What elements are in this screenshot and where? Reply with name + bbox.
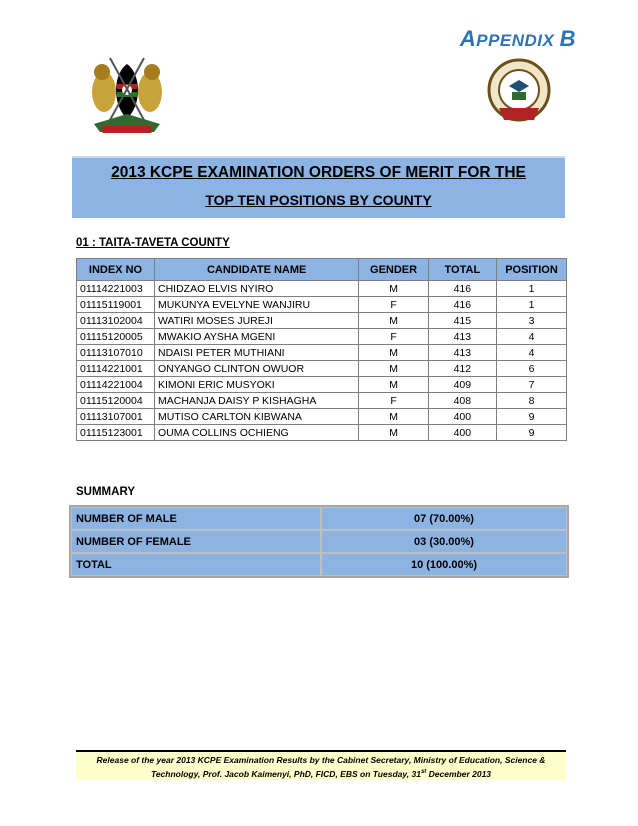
merit-results-table [76,258,567,441]
header-position: POSITION [496,259,566,281]
cell-position: 4 [496,329,566,345]
report-title-line2: TOP TEN POSITIONS BY COUNTY [205,192,432,208]
table-row [77,313,567,329]
ministry-of-education-seal-icon [482,56,556,128]
cell-position: 8 [496,393,566,409]
cell-index-no: 01114221001 [77,361,155,377]
appendix-word: PPENDIX [476,31,555,50]
table-row [77,377,567,393]
cell-candidate-name: CHIDZAO ELVIS NYIRO [155,281,359,297]
cell-candidate-name: WATIRI MOSES JUREJI [155,313,359,329]
summary-row [71,530,567,553]
header-total: TOTAL [428,259,496,281]
cell-index-no: 01113107010 [77,345,155,361]
cell-gender: F [359,329,428,345]
cell-total: 416 [428,281,496,297]
table-row [77,329,567,345]
footer-line2-date: December 2013 [426,768,492,779]
report-title-banner [72,156,565,218]
header-index-no: INDEX NO [77,259,155,281]
cell-index-no: 01113107001 [77,409,155,425]
cell-gender: F [359,393,428,409]
appendix-label [460,26,576,52]
cell-total: 409 [428,377,496,393]
cell-candidate-name: NDAISI PETER MUTHIANI [155,345,359,361]
cell-candidate-name: ONYANGO CLINTON OWUOR [155,361,359,377]
table-header-row [77,259,567,281]
footer-line2-text: Technology, Prof. Jacob Kaimenyi, PhD, FICD, EBS on Tuesday, 31 [150,768,421,779]
cell-gender: M [359,313,428,329]
table-row [77,361,567,377]
cell-gender: F [359,297,428,313]
cell-index-no: 01115120005 [77,329,155,345]
header-candidate-name: CANDIDATE NAME [155,259,359,281]
cell-gender: M [359,425,428,441]
cell-candidate-name: MUTISO CARLTON KIBWANA [155,409,359,425]
cell-position: 1 [496,297,566,313]
cell-total: 400 [428,425,496,441]
summary-value: 10 (100.00%) [321,553,567,576]
table-row [77,297,567,313]
cell-candidate-name: MACHANJA DAISY P KISHAGHA [155,393,359,409]
cell-total: 413 [428,329,496,345]
release-footer [76,750,566,780]
report-title-line1: 2013 KCPE EXAMINATION ORDERS OF MERIT FOR THE [111,164,526,181]
table-row [77,425,567,441]
summary-table [69,505,569,578]
cell-position: 3 [496,313,566,329]
cell-index-no: 01115123001 [77,425,155,441]
cell-total: 408 [428,393,496,409]
cell-gender: M [359,281,428,297]
table-row [77,345,567,361]
cell-gender: M [359,377,428,393]
summary-label: NUMBER OF FEMALE [71,530,321,553]
cell-position: 7 [496,377,566,393]
cell-index-no: 01115119001 [77,297,155,313]
summary-label: TOTAL [71,553,321,576]
cell-total: 415 [428,313,496,329]
cell-index-no: 01113102004 [77,313,155,329]
cell-gender: M [359,361,428,377]
cell-position: 9 [496,409,566,425]
cell-gender: M [359,345,428,361]
footer-line2 [76,766,566,780]
summary-row [71,507,567,530]
footer-line1: Release of the year 2013 KCPE Examination Results by the Cabinet Secretary, Ministry of Education, Science & [96,755,546,765]
cell-index-no: 01114221003 [77,281,155,297]
cell-gender: M [359,409,428,425]
cell-index-no: 01115120004 [77,393,155,409]
county-heading: 01 : TAITA-TAVETA COUNTY [76,237,230,249]
summary-value: 03 (30.00%) [321,530,567,553]
appendix-letter: B [559,26,576,51]
table-row [77,409,567,425]
footer-superscript: st [420,769,427,775]
kenya-coat-of-arms-icon [88,54,166,136]
cell-position: 9 [496,425,566,441]
table-row [77,393,567,409]
cell-index-no: 01114221004 [77,377,155,393]
cell-candidate-name: OUMA COLLINS OCHIENG [155,425,359,441]
table-row [77,281,567,297]
summary-value: 07 (70.00%) [321,507,567,530]
cell-total: 400 [428,409,496,425]
cell-position: 1 [496,281,566,297]
summary-label: NUMBER OF MALE [71,507,321,530]
appendix-first-letter: A [459,26,477,51]
cell-total: 413 [428,345,496,361]
summary-row [71,553,567,576]
cell-candidate-name: MWAKIO AYSHA MGENI [155,329,359,345]
cell-position: 6 [496,361,566,377]
summary-heading: SUMMARY [76,486,135,498]
cell-total: 412 [428,361,496,377]
cell-candidate-name: MUKUNYA EVELYNE WANJIRU [155,297,359,313]
cell-candidate-name: KIMONI ERIC MUSYOKI [155,377,359,393]
cell-total: 416 [428,297,496,313]
header-gender: GENDER [359,259,428,281]
cell-position: 4 [496,345,566,361]
